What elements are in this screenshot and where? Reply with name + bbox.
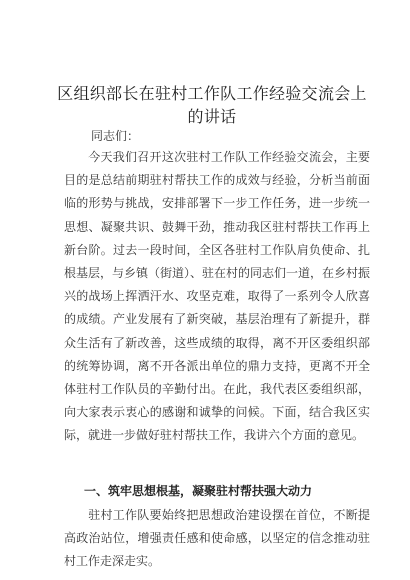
- paragraph-text: 驻村工作队要始终把思想政治建设摆在首位，不断提高政治站位，增强责任感和使命感，以坚定的信念推动驻村工作走深走实。: [64, 508, 370, 569]
- section-heading: 一、筑牢思想根基，凝聚驻村帮扶强大动力: [84, 484, 313, 498]
- body-paragraph: [64, 504, 370, 574]
- body-paragraph: [64, 146, 370, 448]
- document-title: 区组织部长在驻村工作队工作经验交流会上的讲话: [57, 84, 367, 126]
- paragraph-text: 今天我们召开这次驻村工作队工作经验交流会，主要目的是总结前期驻村帮扶工作的成效与经验，分析当前面临的形势与挑战，安排部署下一步工作任务，进一步统一思想、凝聚共识、鼓舞干劲，推动我区驻村帮扶工作再上新台阶。过去一段时间，全区各驻村工作队肩负使命、扎根基层，与乡镇（街道）、驻在村的同志们一道，在乡村振兴的战场上挥洒汗水、攻坚克难，取得了一系列令人欣喜的成绩。产业发展有了新突破，基层治理有了新提升，群众生活有了新改善，这些成绩的取得，离不开区委组织部的统筹协调，离不开各派出单位的鼎力支持，更离不开全体驻村工作队员的辛勤付出。在此，我代表区委组织部，向大家表示衷心的感谢和诚挚的问候。下面，结合我区实际，就进一步做好驻村帮扶工作，我讲六个方面的意见。: [64, 150, 371, 443]
- salutation: 同志们：: [91, 129, 140, 143]
